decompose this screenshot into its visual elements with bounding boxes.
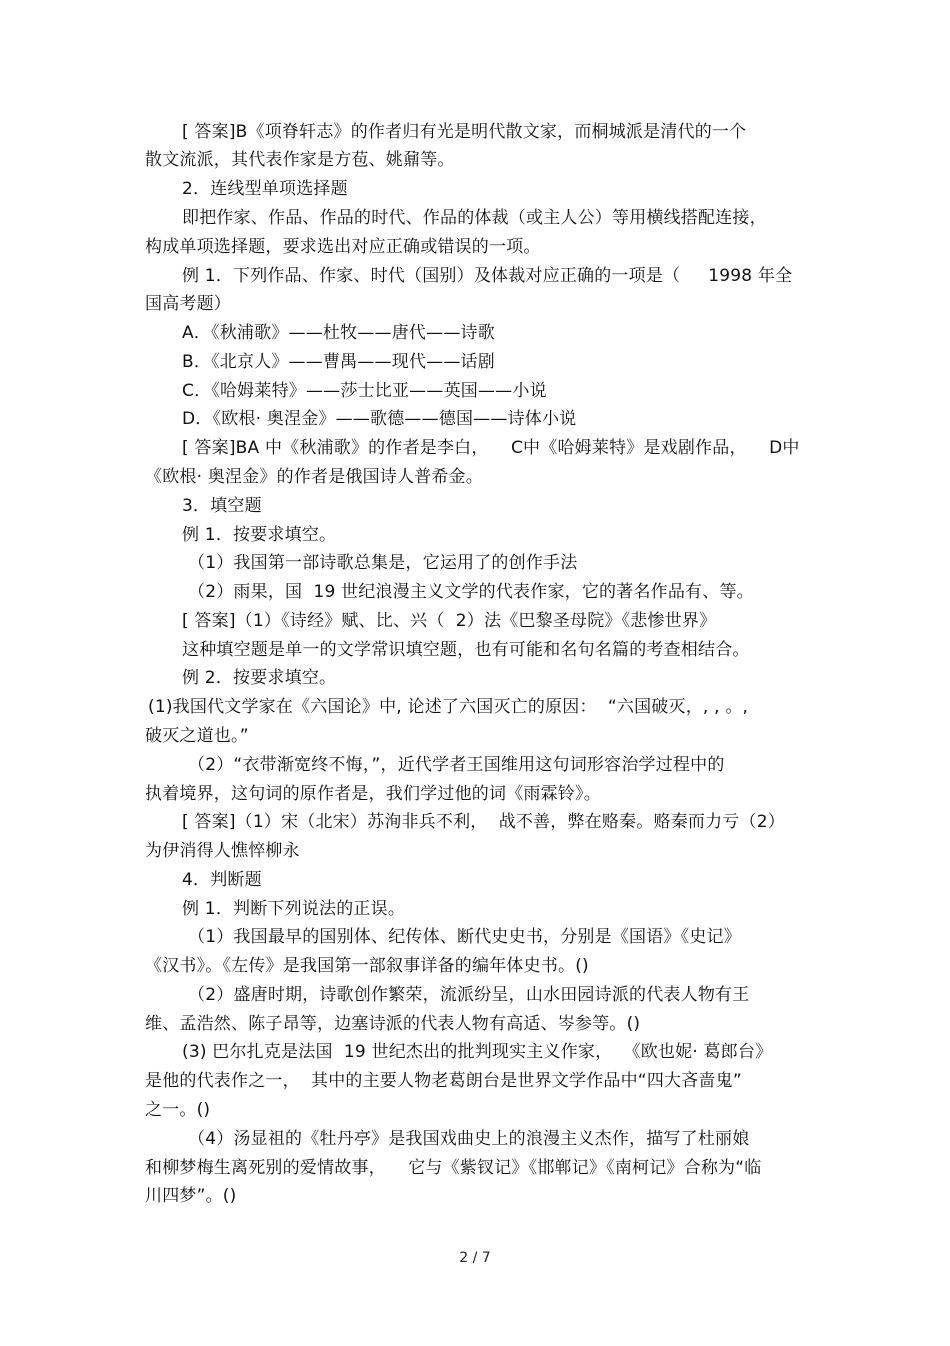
example-line: 例 1．按要求填空。 <box>182 525 337 545</box>
example-line: 例 2．按要求填空。 <box>182 668 337 688</box>
text-line: 执着境界，这句词的原作者是，我们学过他的词《雨霖铃》。 <box>145 784 601 804</box>
question-line: (3) 巴尔扎克是法国 19 世纪杰出的批判现实主义作家， 《欧也妮· 葛郎台》 <box>182 1042 773 1062</box>
option-d: D．《欧根· 奥涅金》——歌德——德国——诗体小说 <box>182 409 577 429</box>
section-heading-4: 4．判断题 <box>182 870 262 890</box>
section-heading-2: 2．连线型单项选择题 <box>182 179 348 199</box>
text-line: 《汉书》。《左传》是我国第一部叙事详备的编年体史书。() <box>145 956 589 976</box>
text-line: 之一。() <box>145 1100 211 1120</box>
answer-line: [ 答案]（1）宋（北宋）苏洵非兵不利， 战不善，弊在赂秦。赂秦而力亏（2） <box>182 812 785 832</box>
text-line: 是他的代表作之一， 其中的主要人物老葛朗台是世界文学作品中“四大吝啬鬼” <box>145 1071 742 1091</box>
text-line: 即把作家、作品、作品的时代、作品的体裁（或主人公）等用横线搭配连接， <box>182 208 767 228</box>
option-a: A．《秋浦歌》——杜牧——唐代——诗歌 <box>182 323 495 343</box>
answer-line: [ 答案]BA 中《秋浦歌》的作者是李白， C中《哈姆莱特》是戏剧作品， D中 <box>182 438 800 458</box>
option-b: B．《北京人》——曹禺——现代——话剧 <box>182 352 495 372</box>
answer-line: [ 答案]（1）《诗经》赋、比、兴（ 2）法《巴黎圣母院》《悲惨世界》 <box>182 611 717 631</box>
section-heading-3: 3．填空题 <box>182 496 262 516</box>
text-line: 破灭之道也。” <box>145 726 249 746</box>
page-number: 2 / 7 <box>459 1250 491 1266</box>
example-line: 例 1．下列作品、作家、时代（国别）及体裁对应正确的一项是（ 1998 年全 <box>182 266 793 286</box>
question-line: （2）“衣带渐宽终不悔，”，近代学者王国维用这句词形容治学过程中的 <box>188 755 725 775</box>
question-line: （2）雨果，国 19 世纪浪漫主义文学的代表作家，它的著名作品有、等。 <box>188 582 754 602</box>
question-line: (1)我国代文学家在《六国论》中, 论述了六国灭亡的原因： “六国破灭，, , 。, <box>148 697 749 717</box>
text-line: 散文流派，其代表作家是方苞、姚鼐等。 <box>145 150 455 170</box>
text-line: 国高考题） <box>145 294 231 314</box>
question-line: （4）汤显祖的《牡丹亭》是我国戏曲史上的浪漫主义杰作，描写了杜丽娘 <box>188 1129 750 1149</box>
text-line: 维、孟浩然、陈子昂等，边塞诗派的代表人物有高适、岑参等。() <box>145 1014 641 1034</box>
question-line: （2）盛唐时期，诗歌创作繁荣，流派纷呈，山水田园诗派的代表人物有王 <box>188 985 750 1005</box>
text-line: 构成单项选择题，要求选出对应正确或错误的一项。 <box>145 237 541 257</box>
text-line: 为伊消得人憔悴柳永 <box>145 841 300 861</box>
text-line: 和柳梦梅生离死别的爱情故事， 它与《紫钗记》《邯郸记》《南柯记》合称为“临 <box>145 1158 762 1178</box>
option-c: C．《哈姆莱特》——莎士比亚——英国——小说 <box>182 381 547 401</box>
text-line: 《欧根· 奥涅金》的作者是俄国诗人普希金。 <box>145 467 484 487</box>
text-line: 这种填空题是单一的文学常识填空题，也有可能和名句名篇的考查相结合。 <box>182 640 750 660</box>
example-line: 例 1．判断下列说法的正误。 <box>182 899 406 919</box>
question-line: （1）我国最早的国别体、纪传体、断代史史书，分别是《国语》《史记》 <box>188 927 741 947</box>
question-line: （1）我国第一部诗歌总集是，它运用了的创作手法 <box>188 553 578 573</box>
answer-line-1: [ 答案]B《项脊轩志》的作者归有光是明代散文家，而桐城派是清代的一个 <box>182 122 747 142</box>
text-line: 川四梦”。() <box>145 1186 237 1206</box>
